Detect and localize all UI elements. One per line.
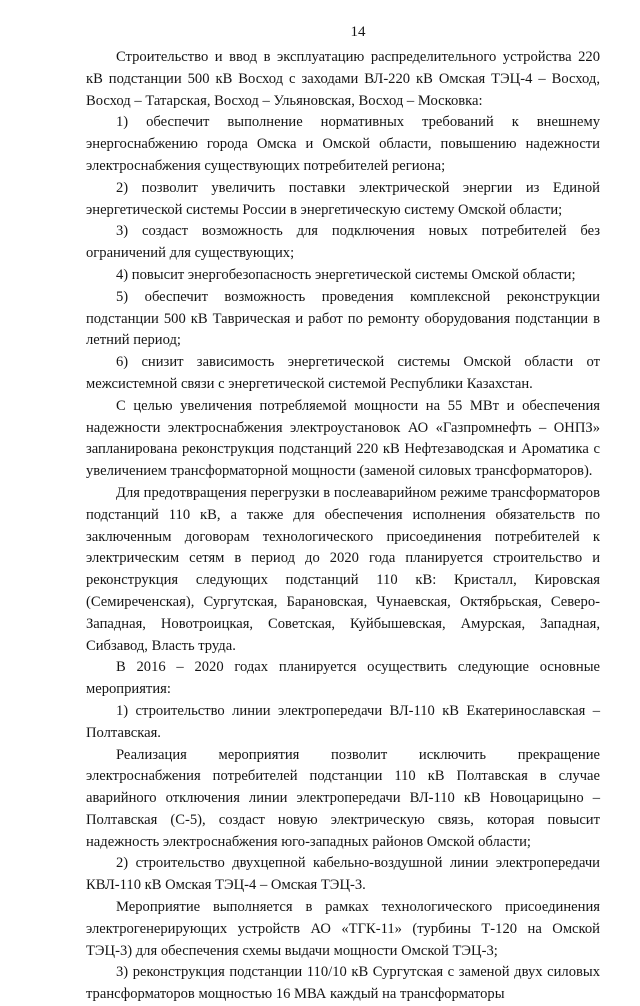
paragraph: 3) создаст возможность для подключения новых потребителей без ограничений для существующих; [86, 223, 600, 262]
paragraph: Для предотвращения перегрузки в послеаварийном режиме трансформаторов подстанций 110 кВ, а также для обеспечения исполнения обязательств по заключенным договорам технологического присоединения потребителей к электрическим сетям в период до 2020 года планируется строительство и реконструкция следующих подстанций 110 кВ: Кристалл, Кировская (Семиреченская), Сургутская, Барановская, Чунаевская, Октябрьская, Северо-Западная, Новотроицкая, Советская, Куйбышевская, Амурская, Западная, Сибзавод, Власть труда. [86, 484, 600, 654]
paragraph: Мероприятие выполняется в рамках технологического присоединения электрогенерирующих устройств АО «ТГК-11» (турбины Т-120 на Омской ТЭЦ-3) для обеспечения схемы выдачи мощности Омской ТЭЦ-3; [86, 899, 600, 959]
paragraph: В 2016 – 2020 годах планируется осуществить следующие основные мероприятия: [86, 659, 600, 698]
paragraph: 1) строительство линии электропередачи ВЛ-110 кВ Екатеринославская – Полтавская. [86, 702, 600, 741]
paragraph: С целью увеличения потребляемой мощности на 55 МВт и обеспечения надежности электроснабжения электроустановок АО «Газпромнефть – ОНПЗ» запланирована реконструкция подстанций 220 кВ Нефтезаводская и Ароматика с увеличением трансформаторной мощности (заменой силовых трансформаторов). [86, 397, 600, 480]
page-number: 14 [350, 24, 366, 40]
paragraph: 4) повысит энергобезопасность энергетической системы Омской области; [116, 266, 576, 283]
paragraph: 3) реконструкция подстанции 110/10 кВ Сургутская с заменой двух силовых трансформаторов мощностью 16 МВА каждый на трансформаторы [86, 964, 600, 1003]
paragraph: Реализация мероприятия позволит исключить прекращение электроснабжения потребителей подстанции 110 кВ Полтавская в случае аварийного отключения линии электропередачи ВЛ-110 кВ Новоцарицыно – Полтавская (С-5), создаст новую электрическую связь, которая повысит надежность электроснабжения юго-западных районов Омской области; [86, 746, 600, 850]
paragraph: 5) обеспечит возможность проведения комплексной реконструкции подстанции 500 кВ Таврическая и работ по ремонту оборудования подстанции в летний период; [86, 288, 600, 349]
paragraph: 2) строительство двухцепной кабельно-воздушной линии электропередачи КВЛ-110 кВ Омская ТЭЦ-4 – Омская ТЭЦ-3. [86, 855, 600, 894]
paragraph: 2) позволит увеличить поставки электрической энергии из Единой энергетической системы России в энергетическую систему Омской области; [86, 179, 600, 218]
paragraph: Строительство и ввод в эксплуатацию распределительного устройства 220 кВ подстанции 500 кВ Восход с заходами ВЛ-220 кВ Омская ТЭЦ-4 – Восход, Восход – Татарская, Восход – Ульяновская, Восход – Московка: [86, 49, 600, 109]
paragraph: 6) снизит зависимость энергетической системы Омской области от межсистемной связи с энергетической системой Республики Казахстан. [86, 354, 600, 392]
paragraph: 1) обеспечит выполнение нормативных требований к внешнему энергоснабжению города Омска и Омской области, повышению надежности электроснабжения существующих потребителей региона; [86, 114, 600, 174]
body-text [86, 47, 600, 1006]
